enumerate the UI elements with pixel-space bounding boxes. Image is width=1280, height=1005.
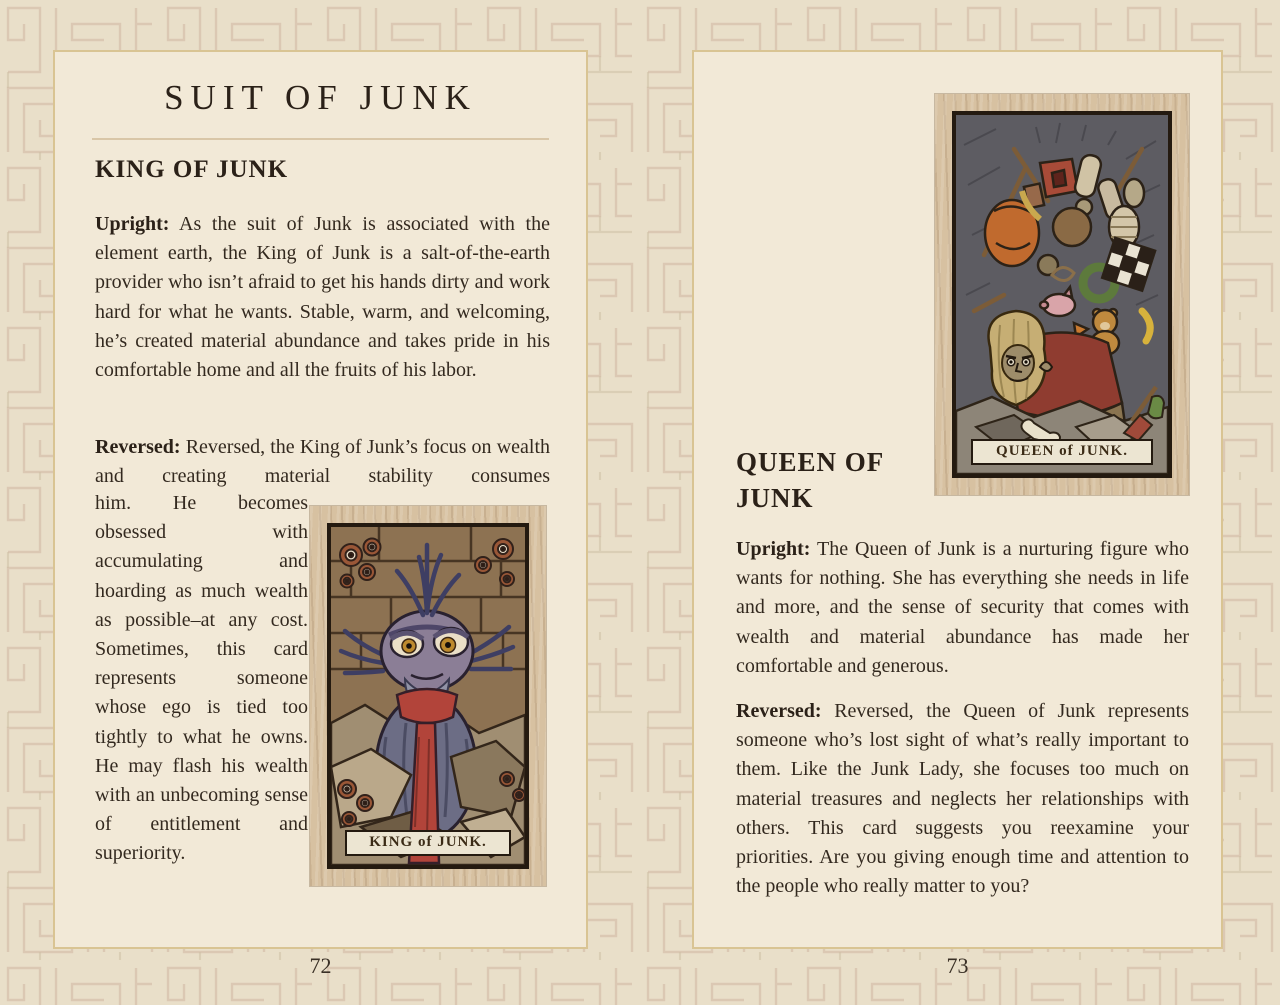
scarf-neck <box>397 689 457 723</box>
king-of-junk-card <box>310 506 546 886</box>
queen-card-caption: QUEEN of JUNK. <box>971 439 1153 465</box>
upright-label: Upright: <box>95 213 170 235</box>
reversed-text: Reversed, the Queen of Junk represents someone who’s lost sight of what’s really important to them. Like the Junk Lady, she focuses too much on material treasures and neglects her relationships with others. This card suggests you reexamine your priorities. Are you giving enough time and attention to the people who really matter to you? <box>736 700 1190 898</box>
page-number-left: 72 <box>309 953 332 978</box>
king-card-illustration <box>331 527 525 865</box>
queen-card-artwork <box>952 111 1172 478</box>
title-rule <box>92 138 549 140</box>
reversed-text-start: Reversed, the King of Junk’s focus on wealth and creating material stability consumes <box>95 436 551 488</box>
upright-text: As the suit of Junk is associated with the element earth, the King of Junk is a salt-of-the-earth provider who isn’t afraid to get his hands dirty and work hard for what he wants. Stable, warm, and welcoming, he’s created material abundance and takes pride in his comfortable home and all the fruits of his labor. <box>95 213 550 382</box>
king-upright-paragraph <box>95 210 550 385</box>
page-right <box>692 50 1223 949</box>
queen-of-junk-card <box>935 94 1189 495</box>
upright-label: Upright: <box>736 538 811 560</box>
reversed-label: Reversed: <box>736 700 822 722</box>
king-reversed-paragraph-intro <box>95 433 550 491</box>
page-left <box>53 50 588 949</box>
queen-reversed-paragraph <box>736 697 1189 901</box>
king-of-junk-heading: KING OF JUNK <box>95 156 289 183</box>
king-card-caption: KING of JUNK. <box>345 830 512 856</box>
suit-title: SUIT OF JUNK <box>164 78 477 117</box>
king-reversed-paragraph-continued: him. He becomes obsessed with accumulating and hoarding as much wealth as possible–at any cost. Sometimes, this card represents someone whose ego is tied too tightly to what he owns. He may flash his wealth with an unbecoming sense of entitlement and superiority. <box>95 492 308 865</box>
king-card-artwork <box>327 523 529 869</box>
page-number-right: 73 <box>946 953 969 978</box>
upright-text: The Queen of Junk is a nurturing figure who wants for nothing. She has everything she needs in life and more, and the sense of security that comes with wealth and material abundance has made her comfortable and generous. <box>736 538 1189 677</box>
queen-of-junk-heading: QUEEN OF JUNK <box>736 447 884 513</box>
queen-card-illustration <box>956 115 1168 474</box>
queen-upright-paragraph <box>736 535 1189 681</box>
reversed-label: Reversed: <box>95 436 181 458</box>
